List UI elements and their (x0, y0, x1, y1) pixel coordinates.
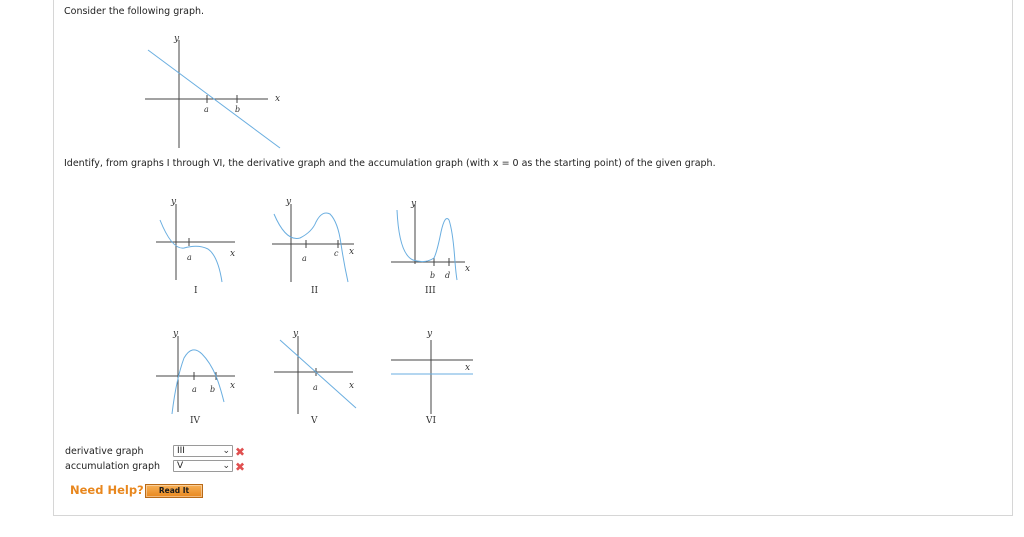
accumulation-graph-value: V (177, 461, 184, 471)
graph-VI (385, 322, 495, 422)
x-axis-label: x (275, 94, 281, 104)
chevron-down-icon: ⌄ (222, 446, 230, 456)
x-axis-label: x (465, 264, 471, 274)
y-axis-label: y (171, 197, 177, 207)
x-mark-icon: ✖ (235, 460, 246, 474)
x-axis-label: x (349, 247, 355, 257)
y-axis-label: y (293, 329, 299, 339)
x-axis-label: x (230, 249, 236, 259)
given-graph (140, 30, 290, 150)
accumulation-graph-select[interactable] (173, 460, 233, 472)
derivative-graph-label: derivative graph (65, 446, 144, 457)
x-mark-icon: ✖ (235, 445, 246, 459)
prompt-text: Consider the following graph. (64, 6, 205, 17)
tick-label-a: a (302, 254, 307, 263)
derivative-graph-select[interactable] (173, 445, 233, 457)
graph-III (385, 192, 495, 292)
graph-IV (150, 322, 250, 422)
tick-label-a: a (192, 385, 197, 394)
question-text: Identify, from graphs I through VI, the derivative graph and the accumulation graph (with x = 0 as the starting point) of the given graph. (64, 158, 716, 169)
graph-I-label: I (194, 286, 198, 296)
tick-label-a: a (187, 253, 192, 262)
tick-label-b: b (235, 105, 241, 114)
tick-label-a: a (204, 105, 209, 114)
graph-I (150, 192, 250, 292)
graph-V-label: V (311, 416, 318, 426)
chevron-down-icon: ⌄ (222, 461, 230, 471)
y-axis-label: y (286, 197, 292, 207)
tick-label-b: b (210, 385, 216, 394)
graph-V (268, 322, 378, 422)
graph-VI-label: VI (426, 416, 437, 426)
graph-II-label: II (311, 286, 319, 296)
tick-label-b: b (430, 271, 436, 280)
graph-IV-label: IV (190, 416, 201, 426)
tick-label-a: a (313, 383, 318, 392)
y-axis-label: y (173, 329, 179, 339)
graph-III-label: III (425, 286, 436, 296)
accumulation-graph-label: accumulation graph (65, 461, 161, 472)
x-axis-label: x (230, 381, 236, 391)
y-axis-label: y (174, 34, 180, 44)
x-axis-label: x (465, 363, 471, 373)
derivative-graph-value: III (177, 446, 185, 456)
y-axis-label: y (427, 329, 433, 339)
tick-label-c: c (334, 249, 339, 258)
tick-label-d: d (445, 271, 451, 280)
read-it-button[interactable]: Read It (145, 484, 203, 498)
need-help-label: Need Help? (70, 483, 144, 497)
graph-II (264, 192, 374, 292)
y-axis-label: y (411, 199, 417, 209)
x-axis-label: x (349, 381, 355, 391)
